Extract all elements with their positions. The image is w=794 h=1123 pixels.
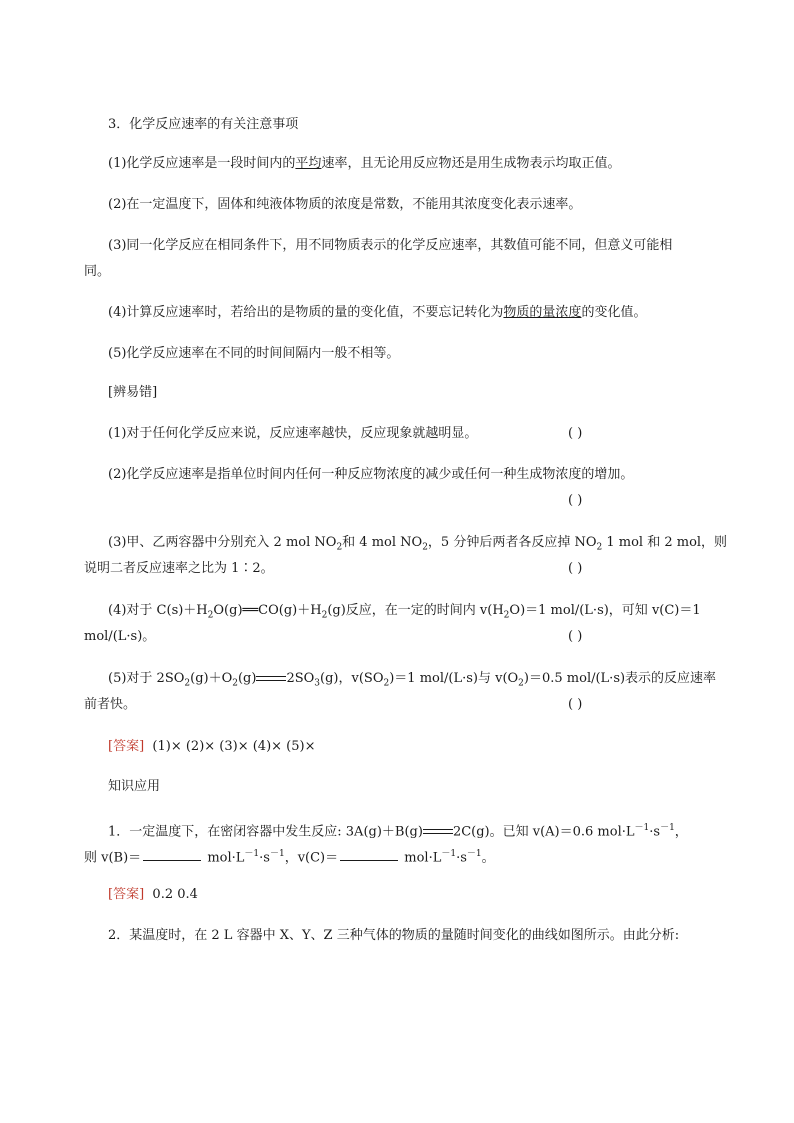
blank-vc[interactable] — [340, 848, 398, 861]
quiz-q4-line1: (4)对于 $C(s)+H_2O(g)══CO(g)+H_2(g)$反应，在一定的时间内 $v(H_2O)=1$ mol/(L·s)，可知 v(C)＝1 — [108, 603, 701, 621]
note-4: (4)计算反应速率时，若给出的是物质的量的变化值，不要忘记转化为物质的量浓度的变化值。 — [108, 305, 647, 320]
note-5: (5)化学反应速率在不同的时间间隔内一般不相等。 — [108, 346, 400, 361]
section-title: 3．化学反应速率的有关注意事项 — [108, 117, 299, 132]
quiz-q3-line2: 说明二者反应速率之比为 1∶2。 — [84, 561, 274, 576]
app-q1-line2: 则 $v(B)= mol\cdot L^{-1}\cdot s^{-1}$，$v(C)= mol\cdot L^{-1}\cdot s^{-1}$。 — [84, 849, 495, 866]
zhishi-heading: 知识应用 — [108, 779, 161, 794]
quiz-q3-answer-paren: ( ) — [568, 561, 583, 576]
note-1: (1)化学反应速率是一段时间内的平均速率，且无论用反应物还是用生成物表示均取正值。 — [108, 156, 621, 171]
app-q1-line1: 1．一定温度下，在密闭容器中发生反应: 3A(g)＋B(g) 2C(g)。已知 v(A)＝0.6 $mol\cdot L^{-1}\cdot s^{-1}$， — [108, 823, 688, 840]
answer-tag: [答案] — [108, 887, 145, 902]
equilibrium-arrow-icon — [423, 827, 453, 837]
quiz-q1-answer-paren: ( ) — [568, 426, 583, 441]
quiz-q5-answer-paren: ( ) — [568, 697, 583, 712]
equilibrium-arrow-icon — [256, 674, 286, 684]
note-2: (2)在一定温度下，固体和纯液体物质的浓度是常数，不能用其浓度变化表示速率。 — [108, 197, 582, 212]
note-3-line1: (3)同一化学反应在相同条件下，用不同物质表示的化学反应速率，其数值可能不同，但意义可能相 — [108, 238, 673, 253]
quiz-q4-answer-paren: ( ) — [568, 629, 583, 644]
quiz-q4-line2: mol/(L·s)。 — [84, 629, 156, 644]
app-answer: [答案] 0.2 0.4 — [108, 887, 198, 902]
quiz-q3-line1: (3)甲、乙两容器中分别充入 2 mol $NO_2$和 4 mol $NO_2$，5 分钟后两者各反应掉 $NO_2$ 1 mol 和 2 mol，则 — [108, 535, 728, 553]
quiz-q2-answer-paren: ( ) — [568, 493, 583, 508]
quiz-q2: (2)化学反应速率是指单位时间内任何一种反应物浓度的减少或任何一种生成物浓度的增加。 — [108, 467, 634, 482]
quiz-answer: [答案] (1)× (2)× (3)× (4)× (5)× — [108, 739, 316, 754]
quiz-q5-line1: (5)对于 $2SO_2(g)+O_2(g)$ $2SO_3(g)$，$v(SO_2)=1$ mol/(L·s)与 $v(O_2)=0.5$ mol/(L·s)表示的反应速率 — [108, 671, 717, 689]
quiz-q1: (1)对于任何化学反应来说，反应速率越快，反应现象就越明显。 — [108, 426, 478, 441]
quiz-q5-line2: 前者快。 — [84, 697, 137, 712]
answer-tag: [答案] — [108, 739, 145, 754]
app-q2: 2．某温度时，在 2 L 容器中 X、Y、Z 三种气体的物质的量随时间变化的曲线如图所示。由此分析: — [108, 928, 680, 943]
note-3-line2: 同。 — [84, 264, 111, 279]
blank-vb[interactable] — [143, 848, 201, 861]
bianyicuo-heading: [辨易错] — [108, 385, 158, 400]
